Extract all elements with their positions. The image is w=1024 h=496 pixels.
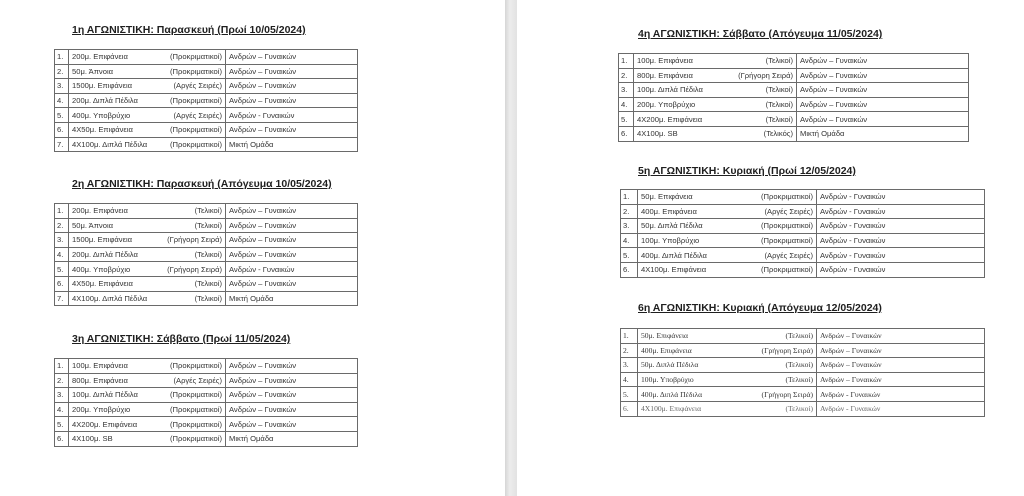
race-event-cell xyxy=(69,218,226,233)
table-row xyxy=(55,247,358,262)
race-event: 400μ. Διπλά Πέδιλα xyxy=(641,250,707,260)
race-event-cell xyxy=(69,122,226,137)
race-event: 50μ. Άπνοια xyxy=(72,66,114,76)
race-event: 200μ. Επιφάνεια xyxy=(72,206,128,216)
race-category: Ανδρών – Γυναικών xyxy=(817,329,985,344)
table-row xyxy=(55,108,358,123)
race-type: (Τελικοί) xyxy=(765,100,793,110)
race-type: (Γρήγορη Σειρά) xyxy=(167,264,222,274)
session-title: 3η ΑΓΩΝΙΣΤΙΚΗ: Σάββατο (Πρωί 11/05/2024) xyxy=(72,333,291,345)
race-category: Ανδρών – Γυναικών xyxy=(226,64,358,79)
race-category: Ανδρών – Γυναικών xyxy=(226,373,358,388)
race-event: 4Χ200μ. Επιφάνεια xyxy=(637,114,703,124)
race-number: 6. xyxy=(55,122,69,137)
race-type: (Προκριματικοί) xyxy=(170,66,222,76)
table-row xyxy=(621,401,985,416)
race-category: Ανδρών - Γυναικών xyxy=(817,219,985,234)
race-type: (Αργές Σειρές) xyxy=(173,375,222,385)
race-type: (Τελικοί) xyxy=(785,360,813,370)
race-number: 6. xyxy=(619,126,634,141)
table-row xyxy=(621,204,985,219)
race-number: 7. xyxy=(55,291,69,306)
race-event: 100μ. Υποβρύχιο xyxy=(641,375,694,385)
race-type: (Τελικοί) xyxy=(194,250,222,260)
race-event: 4Χ50μ. Επιφάνεια xyxy=(72,279,133,289)
races-table xyxy=(620,328,985,417)
race-category: Ανδρών – Γυναικών xyxy=(817,372,985,387)
race-category: Ανδρών - Γυναικών xyxy=(817,190,985,205)
race-category: Ανδρών – Γυναικών xyxy=(226,276,358,291)
race-event-cell xyxy=(638,219,817,234)
table-row xyxy=(55,388,358,403)
race-event-cell xyxy=(69,50,226,65)
race-category: Ανδρών – Γυναικών xyxy=(797,112,969,127)
race-number: 6. xyxy=(55,431,69,446)
table-row xyxy=(55,291,358,306)
race-number: 5. xyxy=(55,417,69,432)
race-type: (Τελικοί) xyxy=(194,220,222,230)
table-row xyxy=(621,372,985,387)
race-event: 4Χ100μ. Διπλά Πέδιλα xyxy=(72,139,148,149)
session-title: 5η ΑΓΩΝΙΣΤΙΚΗ: Κυριακή (Πρωί 12/05/2024) xyxy=(638,165,856,177)
race-category: Ανδρών – Γυναικών xyxy=(226,247,358,262)
race-number: 2. xyxy=(621,204,638,219)
race-number: 2. xyxy=(55,64,69,79)
race-number: 2. xyxy=(619,68,634,83)
table-row xyxy=(619,68,969,83)
race-event-cell xyxy=(69,108,226,123)
races-table xyxy=(54,203,358,306)
table-row xyxy=(619,54,969,69)
race-type: (Τελικοί) xyxy=(765,85,793,95)
document-page-right xyxy=(517,0,1024,496)
race-category: Ανδρών - Γυναικών xyxy=(817,401,985,416)
race-type: (Προκριματικοί) xyxy=(761,221,813,231)
race-type: (Προκριματικοί) xyxy=(170,405,222,415)
race-number: 2. xyxy=(621,343,638,358)
race-number: 5. xyxy=(619,112,634,127)
race-event-cell xyxy=(69,93,226,108)
race-event: 4Χ100μ. SB xyxy=(72,434,113,444)
race-number: 4. xyxy=(619,97,634,112)
race-number: 1. xyxy=(55,359,69,374)
table-row xyxy=(55,50,358,65)
table-row xyxy=(55,359,358,374)
table-row xyxy=(621,233,985,248)
race-event-cell xyxy=(69,417,226,432)
race-category: Ανδρών – Γυναικών xyxy=(226,50,358,65)
race-type: (Τελικοί) xyxy=(785,375,813,385)
race-category: Ανδρών – Γυναικών xyxy=(226,93,358,108)
race-event: 4Χ50μ. Επιφάνεια xyxy=(72,125,133,135)
race-event: 200μ. Υποβρύχιο xyxy=(637,100,696,110)
race-type: (Τελικοί) xyxy=(194,206,222,216)
race-event-cell xyxy=(638,190,817,205)
race-category: Ανδρών – Γυναικών xyxy=(226,417,358,432)
race-event: 4Χ200μ. Επιφάνεια xyxy=(72,419,138,429)
race-category: Ανδρών - Γυναικών xyxy=(817,387,985,402)
race-event-cell xyxy=(638,401,817,416)
race-event: 50μ. Άπνοια xyxy=(72,220,114,230)
races-table xyxy=(54,49,358,152)
table-row xyxy=(621,190,985,205)
race-event: 200μ. Διπλά Πέδιλα xyxy=(72,250,138,260)
race-number: 4. xyxy=(621,372,638,387)
table-row xyxy=(621,219,985,234)
race-event: 50μ. Επιφάνεια xyxy=(641,331,688,341)
race-event: 400μ. Διπλά Πέδιλα xyxy=(641,389,703,399)
race-event-cell xyxy=(634,54,797,69)
race-event: 400μ. Υποβρύχιο xyxy=(72,264,131,274)
table-row xyxy=(55,402,358,417)
race-event: 100μ. Επιφάνεια xyxy=(637,56,693,66)
race-category: Μικτή Ομάδα xyxy=(226,291,358,306)
race-number: 5. xyxy=(621,248,638,263)
table-row xyxy=(55,262,358,277)
table-row xyxy=(621,248,985,263)
race-event: 1500μ. Επιφάνεια xyxy=(72,81,133,91)
race-category: Ανδρών – Γυναικών xyxy=(226,402,358,417)
race-event-cell xyxy=(638,358,817,373)
race-type: (Προκριματικοί) xyxy=(170,139,222,149)
race-event-cell xyxy=(634,97,797,112)
race-event: 100μ. Επιφάνεια xyxy=(72,361,128,371)
race-type: (Προκριματικοί) xyxy=(170,361,222,371)
race-event: 100μ. Υποβρύχιο xyxy=(641,236,700,246)
table-row xyxy=(55,122,358,137)
race-event-cell xyxy=(638,372,817,387)
race-event-cell xyxy=(69,79,226,94)
race-number: 1. xyxy=(621,190,638,205)
race-type: (Προκριματικοί) xyxy=(170,390,222,400)
race-event: 50μ. Διπλά Πέδιλα xyxy=(641,221,703,231)
race-event-cell xyxy=(69,359,226,374)
race-type: (Γρήγορη Σειρά) xyxy=(167,235,222,245)
race-category: Ανδρών - Γυναικών xyxy=(817,204,985,219)
race-category: Ανδρών - Γυναικών xyxy=(817,248,985,263)
table-row xyxy=(621,329,985,344)
table-row xyxy=(55,431,358,446)
race-event: 100μ. Διπλά Πέδιλα xyxy=(72,390,138,400)
race-type: (Τελικοί) xyxy=(194,293,222,303)
race-type: (Τελικοί) xyxy=(194,279,222,289)
race-event-cell xyxy=(638,248,817,263)
race-event-cell xyxy=(634,112,797,127)
race-number: 6. xyxy=(621,401,638,416)
race-event-cell xyxy=(69,373,226,388)
race-event-cell xyxy=(638,233,817,248)
table-row xyxy=(619,126,969,141)
race-category: Ανδρών – Γυναικών xyxy=(817,358,985,373)
race-type: (Αργές Σειρές) xyxy=(173,110,222,120)
race-event-cell xyxy=(638,204,817,219)
race-category: Ανδρών – Γυναικών xyxy=(226,204,358,219)
session-title: 1η ΑΓΩΝΙΣΤΙΚΗ: Παρασκευή (Πρωί 10/05/2024) xyxy=(72,24,306,36)
race-event-cell xyxy=(638,387,817,402)
race-event: 4Χ100μ. Επιφάνεια xyxy=(641,404,702,414)
race-event-cell xyxy=(638,262,817,277)
table-row xyxy=(55,79,358,94)
race-number: 4. xyxy=(55,247,69,262)
race-event-cell xyxy=(69,431,226,446)
table-row xyxy=(55,276,358,291)
race-event: 400μ. Επιφάνεια xyxy=(641,206,697,216)
race-category: Ανδρών – Γυναικών xyxy=(797,54,969,69)
race-category: Ανδρών - Γυναικών xyxy=(817,262,985,277)
race-type: (Προκριματικοί) xyxy=(170,434,222,444)
race-event-cell xyxy=(69,204,226,219)
race-category: Ανδρών – Γυναικών xyxy=(226,233,358,248)
race-event: 1500μ. Επιφάνεια xyxy=(72,235,133,245)
race-type: (Αργές Σειρές) xyxy=(173,81,222,91)
session-title: 6η ΑΓΩΝΙΣΤΙΚΗ: Κυριακή (Απόγευμα 12/05/2024) xyxy=(638,302,882,314)
table-row xyxy=(619,83,969,98)
races-table xyxy=(618,53,969,142)
race-category: Ανδρών – Γυναικών xyxy=(797,83,969,98)
race-category: Ανδρών – Γυναικών xyxy=(226,218,358,233)
race-type: (Τελικοί) xyxy=(765,56,793,66)
race-type: (Γρήγορη Σειρά) xyxy=(761,389,813,399)
race-type: (Προκριματικοί) xyxy=(761,265,813,275)
race-number: 2. xyxy=(55,218,69,233)
race-category: Ανδρών – Γυναικών xyxy=(817,343,985,358)
race-event: 400μ. Επιφάνεια xyxy=(641,345,692,355)
race-event: 200μ. Υποβρύχιο xyxy=(72,405,131,415)
session-title: 4η ΑΓΩΝΙΣΤΙΚΗ: Σάββατο (Απόγευμα 11/05/2024) xyxy=(638,28,883,40)
race-number: 3. xyxy=(55,233,69,248)
race-category: Ανδρών – Γυναικών xyxy=(226,79,358,94)
page-divider xyxy=(505,0,517,496)
table-row xyxy=(55,64,358,79)
race-type: (Γρήγορη Σειρά) xyxy=(761,345,813,355)
race-event: 100μ. Διπλά Πέδιλα xyxy=(637,85,703,95)
race-type: (Προκριματικοί) xyxy=(170,52,222,62)
race-event: 50μ. Επιφάνεια xyxy=(641,192,693,202)
race-event: 200μ. Επιφάνεια xyxy=(72,52,128,62)
race-number: 1. xyxy=(55,204,69,219)
table-row xyxy=(621,358,985,373)
race-category: Ανδρών - Γυναικών xyxy=(226,108,358,123)
race-number: 5. xyxy=(55,262,69,277)
race-event-cell xyxy=(69,291,226,306)
table-row xyxy=(55,373,358,388)
race-event: 800μ. Επιφάνεια xyxy=(72,375,128,385)
race-event-cell xyxy=(69,233,226,248)
race-type: (Προκριματικοί) xyxy=(170,419,222,429)
race-type: (Τελικός) xyxy=(763,129,793,139)
table-row xyxy=(55,218,358,233)
races-table xyxy=(54,358,358,447)
document-page-left xyxy=(0,0,505,496)
race-number: 6. xyxy=(621,262,638,277)
race-type: (Προκριματικοί) xyxy=(761,192,813,202)
race-event: 4Χ100μ. Διπλά Πέδιλα xyxy=(72,293,148,303)
race-event-cell xyxy=(69,388,226,403)
race-event: 4Χ100μ. Επιφάνεια xyxy=(641,265,707,275)
table-row xyxy=(55,233,358,248)
race-type: (Προκριματικοί) xyxy=(170,125,222,135)
race-type: (Προκριματικοί) xyxy=(761,236,813,246)
table-row xyxy=(55,93,358,108)
race-event: 800μ. Επιφάνεια xyxy=(637,70,693,80)
race-event-cell xyxy=(69,247,226,262)
race-type: (Προκριματικοί) xyxy=(170,96,222,106)
race-event-cell xyxy=(638,329,817,344)
race-type: (Γρήγορη Σειρά) xyxy=(738,70,793,80)
race-event-cell xyxy=(638,343,817,358)
race-number: 5. xyxy=(621,387,638,402)
race-number: 2. xyxy=(55,373,69,388)
table-row xyxy=(55,417,358,432)
race-category: Ανδρών – Γυναικών xyxy=(226,359,358,374)
race-type: (Τελικοί) xyxy=(785,331,813,341)
race-type: (Αργές Σειρές) xyxy=(764,206,813,216)
race-category: Ανδρών - Γυναικών xyxy=(817,233,985,248)
race-category: Ανδρών - Γυναικών xyxy=(226,262,358,277)
race-number: 4. xyxy=(55,93,69,108)
race-event-cell xyxy=(69,137,226,152)
race-category: Μικτή Ομάδα xyxy=(226,137,358,152)
race-number: 1. xyxy=(619,54,634,69)
race-type: (Τελικοί) xyxy=(765,114,793,124)
race-event: 200μ. Διπλά Πέδιλα xyxy=(72,96,138,106)
race-number: 1. xyxy=(55,50,69,65)
race-event-cell xyxy=(69,64,226,79)
table-row xyxy=(55,204,358,219)
table-row xyxy=(621,343,985,358)
race-event: 50μ. Διπλά Πέδιλα xyxy=(641,360,699,370)
race-number: 5. xyxy=(55,108,69,123)
races-table xyxy=(620,189,985,278)
race-event-cell xyxy=(634,83,797,98)
table-row xyxy=(621,262,985,277)
race-category: Ανδρών – Γυναικών xyxy=(797,97,969,112)
race-number: 4. xyxy=(621,233,638,248)
race-event-cell xyxy=(634,126,797,141)
race-event: 400μ. Υποβρύχιο xyxy=(72,110,131,120)
race-event-cell xyxy=(634,68,797,83)
race-event-cell xyxy=(69,276,226,291)
race-event-cell xyxy=(69,262,226,277)
race-number: 3. xyxy=(621,358,638,373)
race-category: Ανδρών – Γυναικών xyxy=(797,68,969,83)
race-category: Ανδρών – Γυναικών xyxy=(226,122,358,137)
race-type: (Τελικοί) xyxy=(785,404,813,414)
race-number: 6. xyxy=(55,276,69,291)
race-number: 3. xyxy=(621,219,638,234)
table-row xyxy=(621,387,985,402)
race-number: 7. xyxy=(55,137,69,152)
race-event-cell xyxy=(69,402,226,417)
race-number: 4. xyxy=(55,402,69,417)
table-row xyxy=(619,112,969,127)
race-number: 3. xyxy=(619,83,634,98)
race-number: 3. xyxy=(55,79,69,94)
race-event: 4Χ100μ. SB xyxy=(637,129,678,139)
race-number: 1. xyxy=(621,329,638,344)
session-title: 2η ΑΓΩΝΙΣΤΙΚΗ: Παρασκευή (Απόγευμα 10/05/2024) xyxy=(72,178,332,190)
race-number: 3. xyxy=(55,388,69,403)
race-category: Ανδρών – Γυναικών xyxy=(226,388,358,403)
table-row xyxy=(619,97,969,112)
table-row xyxy=(55,137,358,152)
race-type: (Αργές Σειρές) xyxy=(764,250,813,260)
race-category: Μικτή Ομάδα xyxy=(797,126,969,141)
race-category: Μικτή Ομάδα xyxy=(226,431,358,446)
